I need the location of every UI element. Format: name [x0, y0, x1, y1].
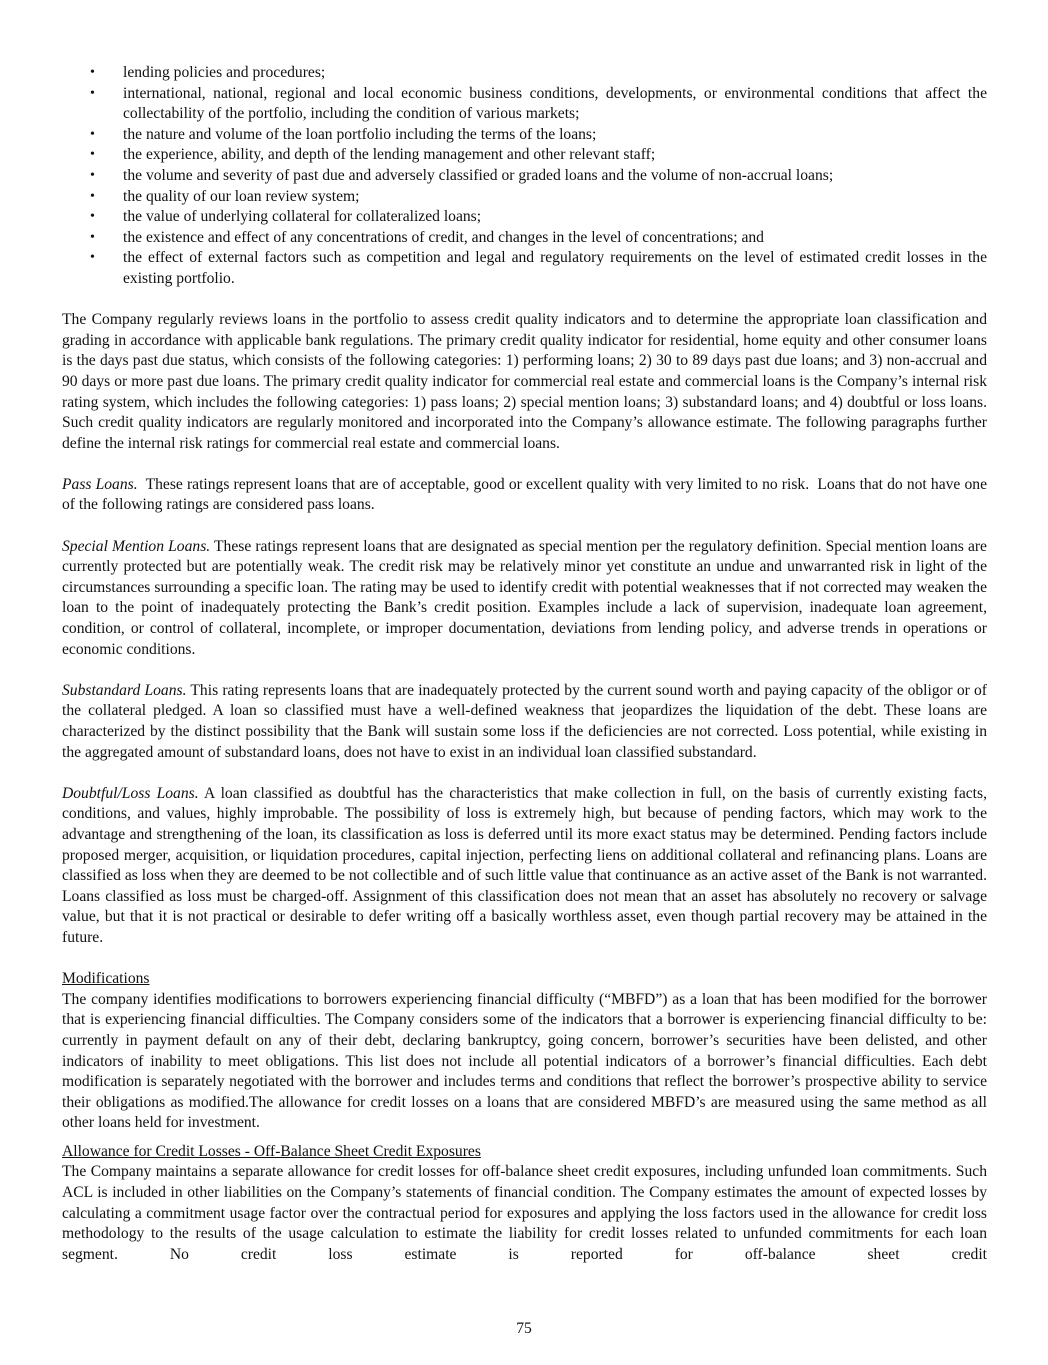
off-balance-sheet-paragraph: The Company maintains a separate allowance for credit losses for off-balance sheet credit exposures, including unfunded loan commitments. Such ACL is included in other liabilities on the Company’s statements of financial condition. The Company estimates the amount of expected losses by calculating a commitment usage factor over the contractual period for exposures and applying the loss factors used in the allowance for credit loss methodology to the results of the usage calculation to estimate the liability for credit losses related to unfunded commitments for each loan segment. No credit loss estimate is reported for off-balance sheet credit [62, 1163, 987, 1263]
list-item-text: the volume and severity of past due and adversely classified or graded loans and the volume of non-accrual loans; [123, 166, 834, 184]
list-item-text: the nature and volume of the loan portfolio including the terms of the loans; [123, 125, 597, 143]
list-item [62, 228, 987, 249]
bullet-icon: • [90, 65, 95, 80]
document-page [62, 63, 991, 1265]
list-item-text: the experience, ability, and depth of the lending management and other relevant staff; [123, 146, 656, 164]
bullet-icon: • [90, 250, 95, 266]
modifications-paragraph: The company identifies modifications to borrowers experiencing financial difficulty (“MBFD”) as a loan that has been modified for the borrower that is experiencing financial difficulties. The Company considers some of the indicators that a borrower is experiencing financial difficulty to be: currently in payment default on any of their debt, declaring bankruptcy, going concern, borrower’s securities have been delisted, and other indicators of inability to meet obligations. This list does not include all potential indicators of a borrower’s financial difficulties. Each debt modification is separately negotiated with the borrower and includes terms and conditions that reflect the borrower’s prospective ability to service their obligations as modified.The allowance for credit losses on a loans that are considered MBFD’s are measured using the same method as all other loans held for investment. [62, 990, 987, 1132]
list-item-text: the value of underlying collateral for collateralized loans; [123, 208, 482, 226]
list-item [62, 187, 987, 208]
substandard-term: Substandard Loans. [62, 681, 187, 699]
pass-loans-paragraph [62, 475, 991, 516]
page-number: 75 [516, 1320, 532, 1337]
bullet-icon: • [90, 229, 95, 245]
list-item [62, 248, 987, 289]
bullet-icon: • [90, 126, 95, 142]
list-item [62, 125, 987, 146]
list-item-text: international, national, regional and local economic business conditions, developments, or environmental conditions that affect the collectability of the portfolio, including the condition of various markets; [123, 84, 987, 123]
modifications-heading: Modifications [62, 970, 150, 988]
pass-loans-term: Pass Loans. [62, 475, 138, 493]
list-item [62, 207, 987, 228]
list-item-text: lending policies and procedures; [123, 64, 326, 81]
substandard-definition: This rating represents loans that are inadequately protected by the current sound worth and paying capacity of the obligor or of the collateral pledged. A loan so classified must have a well-defined weakness that jeopardizes the liquidation of the debt. These loans are characterized by the distinct possibility that the Bank will sustain some loss if the deficiencies are not corrected. Loss potential, while existing in the aggregated amount of substandard loans, does not have to exist in an individual loan classified substandard. [62, 681, 987, 761]
list-item [62, 166, 987, 187]
special-mention-definition: These ratings represent loans that are designated as special mention per the regulatory definition. Special mention loans are currently protected but are potentially weak. The credit risk may be relatively minor yet constitute an undue and unwarranted risk in light of the circumstances surrounding a specific loan. The rating may be used to identify credit with potential weaknesses that if not corrected may weaken the loan to the point of inadequately protecting the Bank’s credit position. Examples include a lack of supervision, inadequate loan agreement, condition, or control of collateral, incomplete, or improper documentation, deviations from lending policy, and adverse trends in operations or economic conditions. [62, 537, 987, 658]
pass-loans-definition: These ratings represent loans that are of acceptable, good or excellent quality with very limited to no risk. Loans that do not have one of the following ratings are considered pass loans. [62, 475, 991, 514]
off-balance-sheet-heading: Allowance for Credit Losses - Off-Balance Sheet Credit Exposures [62, 1142, 481, 1160]
list-item-text: the existence and effect of any concentrations of credit, and changes in the level of concentrations; and [123, 228, 764, 246]
credit-quality-intro-paragraph: The Company regularly reviews loans in the portfolio to assess credit quality indicators and to determine the appropriate loan classification and grading in accordance with applicable bank regulations. The primary credit quality indicator for residential, home equity and other consumer loans is the days past due status, which consists of the following categories: 1) performing loans; 2) 30 to 89 days past due loans; and 3) non-accrual and 90 days or more past due loans. The primary credit quality indicator for commercial real estate and commercial loans is the Company’s internal risk rating system, which includes the following categories: 1) pass loans; 2) special mention loans; 3) substandard loans; and 4) doubtful or loss loans. Such credit quality indicators are regularly monitored and incorporated into the Company’s allowance estimate. The following paragraphs further define the internal risk ratings for commercial real estate and commercial loans. [62, 311, 987, 452]
bullet-icon: • [90, 167, 95, 183]
off-balance-sheet-section [62, 1142, 987, 1266]
bullet-icon: • [90, 188, 95, 204]
allowance-factors-list [62, 63, 987, 290]
substandard-paragraph [62, 681, 987, 763]
bullet-icon: • [90, 147, 95, 163]
list-item-text: the quality of our loan review system; [123, 187, 360, 205]
list-item [62, 84, 987, 125]
bullet-icon: • [90, 209, 95, 225]
doubtful-loss-term: Doubtful/Loss Loans. [62, 784, 199, 802]
modifications-section [62, 969, 987, 1134]
list-item [62, 63, 987, 84]
doubtful-loss-definition: A loan classified as doubtful has the characteristics that make collection in full, on the basis of currently existing facts, conditions, and values, highly improbable. The possibility of loss is extremely high, but because of pending factors, which may work to the advantage and strengthening of the loan, its classification as loss is deferred until its more exact status may be determined. Pending factors include proposed merger, acquisition, or liquidation procedures, capital injection, perfecting liens on additional collateral and refinancing plans. Loans are classified as loss when they are deemed to be not collectible and of such little value that continuance as an active asset of the Bank is not warranted. Loans classified as loss must be charged-off. Assignment of this classification does not mean that an asset has absolutely no recovery or salvage value, but that it is not practical or desirable to defer writing off a basically worthless asset, even though partial recovery may be attained in the future. [62, 784, 987, 946]
doubtful-loss-paragraph [62, 784, 987, 949]
special-mention-term: Special Mention Loans. [62, 537, 211, 555]
list-item [62, 145, 987, 166]
list-item-text: the effect of external factors such as competition and legal and regulatory requirements on the level of estimated credit losses in the existing portfolio. [123, 249, 987, 287]
bullet-icon: • [90, 85, 95, 101]
special-mention-paragraph [62, 537, 987, 661]
